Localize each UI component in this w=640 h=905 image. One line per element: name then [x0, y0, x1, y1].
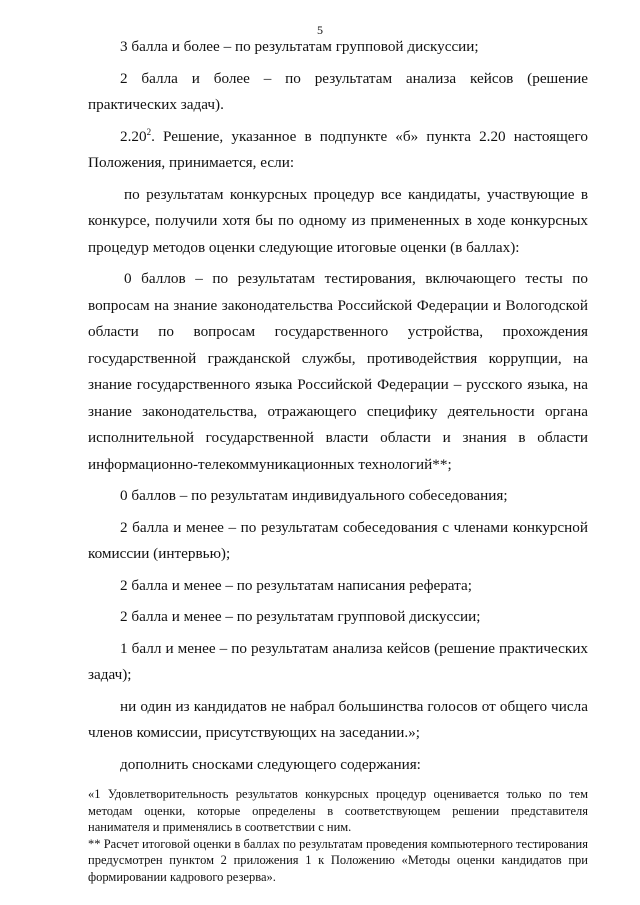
paragraph-group-discussion-max: 2 балла и менее – по результатам групповой дискуссии;	[120, 608, 481, 625]
document-body	[88, 34, 588, 885]
paragraph-add-footnotes: дополнить сносками следующего содержания:	[120, 755, 421, 773]
footnote-1: «1 Удовлетворительность результатов конкурсных процедур оценивается только по тем методам оценки, которые определены в соответствующем решении представителя нанимателя и применялись в соответствии с ним.	[88, 787, 588, 834]
footnote-2: ** Расчет итоговой оценки в баллах по результатам проведения компьютерного тестирования предусмотрен пунктом 2 приложения 1 к Положению «Методы оценки кандидатов при формировании кадрового резерва».	[88, 836, 588, 884]
paragraph-case-analysis-max: 1 балл и менее – по результатам анализа кейсов (решение практических задач);	[88, 639, 588, 683]
paragraph-interview-zero: 0 баллов – по результатам индивидуального собеседования;	[120, 487, 508, 504]
paragraph-group-discussion-min: 3 балла и более – по результатам групповой дискуссии;	[120, 38, 479, 55]
paragraph-case-analysis-min: 2 балла и более – по результатам анализа кейсов (решение практических задач).	[88, 69, 588, 113]
footnotes	[88, 786, 588, 885]
paragraph-votes: ни один из кандидатов не набрал большинства голосов от общего числа членов комиссии, присутствующих на заседании.»;	[88, 697, 588, 741]
paragraph-all-candidates: по результатам конкурсных процедур все кандидаты, участвующие в конкурсе, получили хотя бы по одному из примененных в ходе конкурсных процедур методов оценки следующие итоговые оценки (в баллах):	[88, 185, 588, 256]
clause-number: 2.20	[120, 127, 147, 145]
clause-text: . Решение, указанное в подпункте «б» пункта 2.20 настоящего Положения, принимается, если:	[88, 127, 588, 171]
paragraph-commission-interview: 2 балла и менее – по результатам собеседования с членами конкурсной комиссии (интервью);	[88, 518, 588, 562]
paragraph-testing-zero: 0 баллов – по результатам тестирования, включающего тесты по вопросам на знание законодательства Российской Федерации и Вологодской области по вопросам государственного устройства, прохождения государственной гражданской службы, противодействия коррупции, на знание государственного языка Российской Федерации – русского языка, на знание законодательства, отражающего специфику деятельности органа исполнительной государственной власти области и знания в области информационно-телекоммуникационных технологий**;	[88, 270, 588, 473]
clause-superscript: 2	[146, 126, 152, 137]
paragraph-clause-2-20-2	[88, 124, 588, 177]
page-number: 5	[317, 23, 323, 37]
paragraph-essay: 2 балла и менее – по результатам написания реферата;	[120, 576, 472, 594]
